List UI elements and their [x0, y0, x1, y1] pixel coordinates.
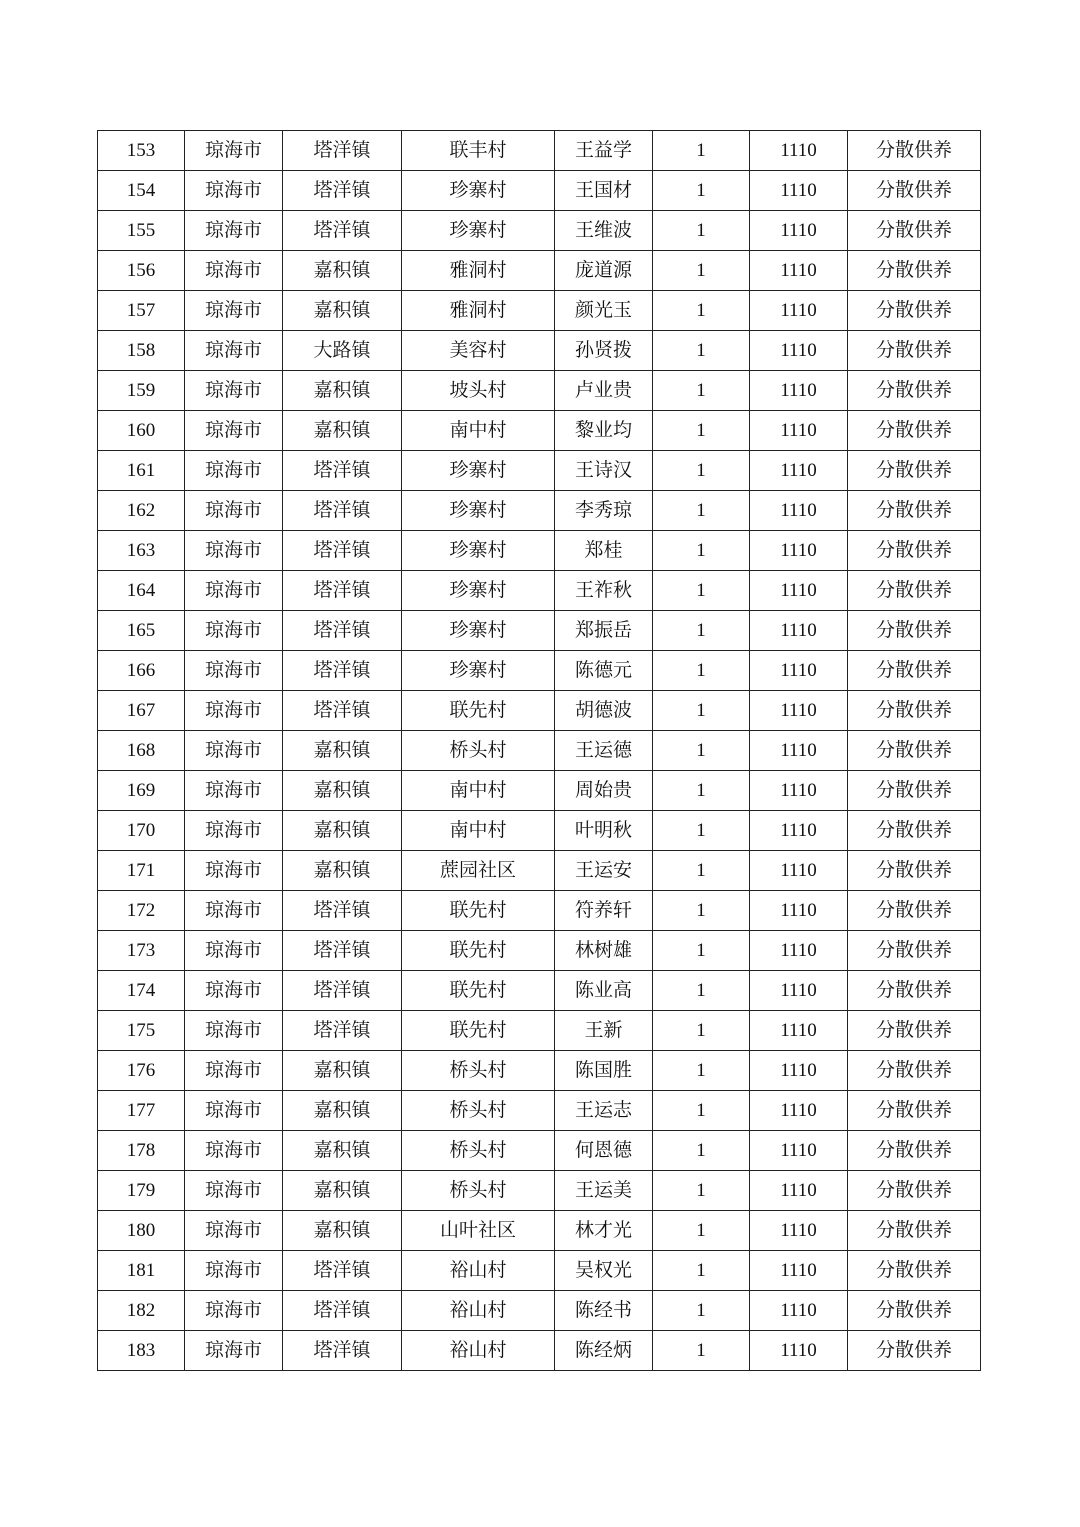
- support-type-cell: 分散供养: [848, 971, 981, 1011]
- row-number-cell: 175: [98, 1011, 185, 1051]
- support-type-cell: 分散供养: [848, 571, 981, 611]
- city-cell: 琼海市: [185, 891, 283, 931]
- table-row: [98, 1051, 981, 1091]
- amount-cell: 1110: [750, 1211, 848, 1251]
- table-row: [98, 931, 981, 971]
- table-row: [98, 171, 981, 211]
- count-cell: 1: [653, 1251, 750, 1291]
- city-cell: 琼海市: [185, 691, 283, 731]
- name-cell: 王益学: [555, 131, 653, 171]
- city-cell: 琼海市: [185, 211, 283, 251]
- count-cell: 1: [653, 1131, 750, 1171]
- amount-cell: 1110: [750, 931, 848, 971]
- amount-cell: 1110: [750, 251, 848, 291]
- count-cell: 1: [653, 291, 750, 331]
- table-row: [98, 291, 981, 331]
- count-cell: 1: [653, 731, 750, 771]
- count-cell: 1: [653, 771, 750, 811]
- name-cell: 陈德元: [555, 651, 653, 691]
- table-row: [98, 1331, 981, 1371]
- village-cell: 联先村: [402, 691, 555, 731]
- town-cell: 嘉积镇: [283, 291, 402, 331]
- city-cell: 琼海市: [185, 971, 283, 1011]
- table-row: [98, 651, 981, 691]
- city-cell: 琼海市: [185, 451, 283, 491]
- name-cell: 王运志: [555, 1091, 653, 1131]
- city-cell: 琼海市: [185, 851, 283, 891]
- amount-cell: 1110: [750, 331, 848, 371]
- name-cell: 符养轩: [555, 891, 653, 931]
- count-cell: 1: [653, 571, 750, 611]
- village-cell: 联丰村: [402, 131, 555, 171]
- name-cell: 郑桂: [555, 531, 653, 571]
- support-type-cell: 分散供养: [848, 1131, 981, 1171]
- amount-cell: 1110: [750, 691, 848, 731]
- name-cell: 王运德: [555, 731, 653, 771]
- name-cell: 陈业高: [555, 971, 653, 1011]
- city-cell: 琼海市: [185, 931, 283, 971]
- town-cell: 塔洋镇: [283, 971, 402, 1011]
- name-cell: 王维波: [555, 211, 653, 251]
- row-number-cell: 173: [98, 931, 185, 971]
- village-cell: 南中村: [402, 771, 555, 811]
- table-row: [98, 491, 981, 531]
- support-type-cell: 分散供养: [848, 731, 981, 771]
- amount-cell: 1110: [750, 131, 848, 171]
- city-cell: 琼海市: [185, 1171, 283, 1211]
- name-cell: 王诗汉: [555, 451, 653, 491]
- village-cell: 桥头村: [402, 1051, 555, 1091]
- amount-cell: 1110: [750, 731, 848, 771]
- count-cell: 1: [653, 1011, 750, 1051]
- amount-cell: 1110: [750, 371, 848, 411]
- city-cell: 琼海市: [185, 1251, 283, 1291]
- city-cell: 琼海市: [185, 291, 283, 331]
- city-cell: 琼海市: [185, 731, 283, 771]
- row-number-cell: 164: [98, 571, 185, 611]
- city-cell: 琼海市: [185, 251, 283, 291]
- name-cell: 黎业均: [555, 411, 653, 451]
- row-number-cell: 171: [98, 851, 185, 891]
- name-cell: 卢业贵: [555, 371, 653, 411]
- name-cell: 庞道源: [555, 251, 653, 291]
- row-number-cell: 176: [98, 1051, 185, 1091]
- town-cell: 塔洋镇: [283, 1251, 402, 1291]
- village-cell: 坡头村: [402, 371, 555, 411]
- table-row: [98, 771, 981, 811]
- town-cell: 嘉积镇: [283, 1171, 402, 1211]
- table-row: [98, 451, 981, 491]
- town-cell: 塔洋镇: [283, 891, 402, 931]
- city-cell: 琼海市: [185, 771, 283, 811]
- village-cell: 美容村: [402, 331, 555, 371]
- amount-cell: 1110: [750, 411, 848, 451]
- count-cell: 1: [653, 691, 750, 731]
- village-cell: 裕山村: [402, 1331, 555, 1371]
- town-cell: 塔洋镇: [283, 1331, 402, 1371]
- table-row: [98, 691, 981, 731]
- city-cell: 琼海市: [185, 131, 283, 171]
- village-cell: 珍寨村: [402, 531, 555, 571]
- support-type-cell: 分散供养: [848, 451, 981, 491]
- name-cell: 孙贤拨: [555, 331, 653, 371]
- count-cell: 1: [653, 651, 750, 691]
- amount-cell: 1110: [750, 491, 848, 531]
- count-cell: 1: [653, 1171, 750, 1211]
- table-row: [98, 851, 981, 891]
- city-cell: 琼海市: [185, 491, 283, 531]
- support-type-cell: 分散供养: [848, 611, 981, 651]
- name-cell: 颜光玉: [555, 291, 653, 331]
- village-cell: 蔗园社区: [402, 851, 555, 891]
- city-cell: 琼海市: [185, 811, 283, 851]
- row-number-cell: 172: [98, 891, 185, 931]
- row-number-cell: 158: [98, 331, 185, 371]
- name-cell: 李秀琼: [555, 491, 653, 531]
- row-number-cell: 159: [98, 371, 185, 411]
- row-number-cell: 155: [98, 211, 185, 251]
- town-cell: 嘉积镇: [283, 371, 402, 411]
- row-number-cell: 160: [98, 411, 185, 451]
- town-cell: 塔洋镇: [283, 531, 402, 571]
- village-cell: 珍寨村: [402, 211, 555, 251]
- amount-cell: 1110: [750, 651, 848, 691]
- name-cell: 王新: [555, 1011, 653, 1051]
- support-type-cell: 分散供养: [848, 691, 981, 731]
- city-cell: 琼海市: [185, 371, 283, 411]
- table-row: [98, 1171, 981, 1211]
- town-cell: 嘉积镇: [283, 251, 402, 291]
- table-row: [98, 251, 981, 291]
- count-cell: 1: [653, 1211, 750, 1251]
- name-cell: 王运美: [555, 1171, 653, 1211]
- count-cell: 1: [653, 1091, 750, 1131]
- name-cell: 周始贵: [555, 771, 653, 811]
- support-type-cell: 分散供养: [848, 251, 981, 291]
- amount-cell: 1110: [750, 1251, 848, 1291]
- town-cell: 塔洋镇: [283, 491, 402, 531]
- count-cell: 1: [653, 491, 750, 531]
- count-cell: 1: [653, 1291, 750, 1331]
- table-row: [98, 971, 981, 1011]
- name-cell: 陈国胜: [555, 1051, 653, 1091]
- village-cell: 雅洞村: [402, 291, 555, 331]
- name-cell: 王运安: [555, 851, 653, 891]
- count-cell: 1: [653, 211, 750, 251]
- count-cell: 1: [653, 171, 750, 211]
- city-cell: 琼海市: [185, 171, 283, 211]
- village-cell: 珍寨村: [402, 171, 555, 211]
- row-number-cell: 177: [98, 1091, 185, 1131]
- city-cell: 琼海市: [185, 331, 283, 371]
- count-cell: 1: [653, 1331, 750, 1371]
- amount-cell: 1110: [750, 211, 848, 251]
- village-cell: 桥头村: [402, 1091, 555, 1131]
- amount-cell: 1110: [750, 611, 848, 651]
- row-number-cell: 180: [98, 1211, 185, 1251]
- table-row: [98, 571, 981, 611]
- amount-cell: 1110: [750, 1331, 848, 1371]
- name-cell: 吴权光: [555, 1251, 653, 1291]
- amount-cell: 1110: [750, 851, 848, 891]
- village-cell: 联先村: [402, 931, 555, 971]
- city-cell: 琼海市: [185, 1291, 283, 1331]
- name-cell: 郑振岳: [555, 611, 653, 651]
- count-cell: 1: [653, 131, 750, 171]
- row-number-cell: 166: [98, 651, 185, 691]
- support-type-cell: 分散供养: [848, 1171, 981, 1211]
- count-cell: 1: [653, 411, 750, 451]
- name-cell: 陈经炳: [555, 1331, 653, 1371]
- town-cell: 塔洋镇: [283, 451, 402, 491]
- records-table: [97, 130, 981, 1371]
- support-type-cell: 分散供养: [848, 411, 981, 451]
- amount-cell: 1110: [750, 571, 848, 611]
- name-cell: 陈经书: [555, 1291, 653, 1331]
- village-cell: 珍寨村: [402, 491, 555, 531]
- town-cell: 塔洋镇: [283, 691, 402, 731]
- support-type-cell: 分散供养: [848, 851, 981, 891]
- amount-cell: 1110: [750, 171, 848, 211]
- row-number-cell: 181: [98, 1251, 185, 1291]
- town-cell: 嘉积镇: [283, 1211, 402, 1251]
- table-row: [98, 371, 981, 411]
- village-cell: 联先村: [402, 891, 555, 931]
- table-row: [98, 331, 981, 371]
- support-type-cell: 分散供养: [848, 371, 981, 411]
- town-cell: 嘉积镇: [283, 811, 402, 851]
- amount-cell: 1110: [750, 1291, 848, 1331]
- name-cell: 林才光: [555, 1211, 653, 1251]
- support-type-cell: 分散供养: [848, 1291, 981, 1331]
- amount-cell: 1110: [750, 1051, 848, 1091]
- town-cell: 嘉积镇: [283, 1131, 402, 1171]
- count-cell: 1: [653, 531, 750, 571]
- town-cell: 塔洋镇: [283, 931, 402, 971]
- city-cell: 琼海市: [185, 611, 283, 651]
- support-type-cell: 分散供养: [848, 531, 981, 571]
- village-cell: 联先村: [402, 1011, 555, 1051]
- town-cell: 嘉积镇: [283, 411, 402, 451]
- amount-cell: 1110: [750, 811, 848, 851]
- table-row: [98, 1091, 981, 1131]
- row-number-cell: 161: [98, 451, 185, 491]
- town-cell: 塔洋镇: [283, 211, 402, 251]
- row-number-cell: 167: [98, 691, 185, 731]
- amount-cell: 1110: [750, 291, 848, 331]
- village-cell: 联先村: [402, 971, 555, 1011]
- count-cell: 1: [653, 331, 750, 371]
- village-cell: 雅洞村: [402, 251, 555, 291]
- count-cell: 1: [653, 971, 750, 1011]
- support-type-cell: 分散供养: [848, 1091, 981, 1131]
- support-type-cell: 分散供养: [848, 171, 981, 211]
- count-cell: 1: [653, 371, 750, 411]
- village-cell: 桥头村: [402, 731, 555, 771]
- table-row: [98, 1011, 981, 1051]
- count-cell: 1: [653, 811, 750, 851]
- row-number-cell: 154: [98, 171, 185, 211]
- village-cell: 珍寨村: [402, 571, 555, 611]
- count-cell: 1: [653, 451, 750, 491]
- village-cell: 山叶社区: [402, 1211, 555, 1251]
- table-row: [98, 211, 981, 251]
- support-type-cell: 分散供养: [848, 211, 981, 251]
- city-cell: 琼海市: [185, 411, 283, 451]
- city-cell: 琼海市: [185, 1051, 283, 1091]
- support-type-cell: 分散供养: [848, 331, 981, 371]
- count-cell: 1: [653, 1051, 750, 1091]
- amount-cell: 1110: [750, 1091, 848, 1131]
- city-cell: 琼海市: [185, 1011, 283, 1051]
- support-type-cell: 分散供养: [848, 1211, 981, 1251]
- town-cell: 嘉积镇: [283, 1091, 402, 1131]
- support-type-cell: 分散供养: [848, 491, 981, 531]
- town-cell: 塔洋镇: [283, 171, 402, 211]
- row-number-cell: 178: [98, 1131, 185, 1171]
- town-cell: 塔洋镇: [283, 1011, 402, 1051]
- city-cell: 琼海市: [185, 1091, 283, 1131]
- row-number-cell: 174: [98, 971, 185, 1011]
- support-type-cell: 分散供养: [848, 291, 981, 331]
- amount-cell: 1110: [750, 451, 848, 491]
- name-cell: 王祚秋: [555, 571, 653, 611]
- name-cell: 何恩德: [555, 1131, 653, 1171]
- row-number-cell: 168: [98, 731, 185, 771]
- amount-cell: 1110: [750, 891, 848, 931]
- table-row: [98, 811, 981, 851]
- town-cell: 塔洋镇: [283, 651, 402, 691]
- amount-cell: 1110: [750, 971, 848, 1011]
- support-type-cell: 分散供养: [848, 651, 981, 691]
- city-cell: 琼海市: [185, 651, 283, 691]
- row-number-cell: 157: [98, 291, 185, 331]
- table-row: [98, 891, 981, 931]
- row-number-cell: 179: [98, 1171, 185, 1211]
- village-cell: 珍寨村: [402, 651, 555, 691]
- row-number-cell: 162: [98, 491, 185, 531]
- table-row: [98, 531, 981, 571]
- support-type-cell: 分散供养: [848, 1011, 981, 1051]
- table-row: [98, 411, 981, 451]
- name-cell: 叶明秋: [555, 811, 653, 851]
- amount-cell: 1110: [750, 1171, 848, 1211]
- support-type-cell: 分散供养: [848, 931, 981, 971]
- amount-cell: 1110: [750, 531, 848, 571]
- village-cell: 裕山村: [402, 1291, 555, 1331]
- town-cell: 塔洋镇: [283, 571, 402, 611]
- row-number-cell: 165: [98, 611, 185, 651]
- count-cell: 1: [653, 891, 750, 931]
- town-cell: 嘉积镇: [283, 1051, 402, 1091]
- name-cell: 王国材: [555, 171, 653, 211]
- city-cell: 琼海市: [185, 1211, 283, 1251]
- count-cell: 1: [653, 611, 750, 651]
- town-cell: 塔洋镇: [283, 611, 402, 651]
- support-type-cell: 分散供养: [848, 891, 981, 931]
- town-cell: 嘉积镇: [283, 851, 402, 891]
- table-row: [98, 1211, 981, 1251]
- row-number-cell: 182: [98, 1291, 185, 1331]
- row-number-cell: 170: [98, 811, 185, 851]
- amount-cell: 1110: [750, 771, 848, 811]
- city-cell: 琼海市: [185, 571, 283, 611]
- row-number-cell: 156: [98, 251, 185, 291]
- village-cell: 桥头村: [402, 1131, 555, 1171]
- table-body: [98, 131, 981, 1371]
- table-row: [98, 1291, 981, 1331]
- support-type-cell: 分散供养: [848, 131, 981, 171]
- count-cell: 1: [653, 251, 750, 291]
- city-cell: 琼海市: [185, 1331, 283, 1371]
- table-row: [98, 611, 981, 651]
- village-cell: 南中村: [402, 811, 555, 851]
- table-row: [98, 131, 981, 171]
- row-number-cell: 153: [98, 131, 185, 171]
- table-row: [98, 731, 981, 771]
- village-cell: 珍寨村: [402, 611, 555, 651]
- village-cell: 南中村: [402, 411, 555, 451]
- table-row: [98, 1251, 981, 1291]
- support-type-cell: 分散供养: [848, 811, 981, 851]
- city-cell: 琼海市: [185, 531, 283, 571]
- city-cell: 琼海市: [185, 1131, 283, 1171]
- table-row: [98, 1131, 981, 1171]
- count-cell: 1: [653, 851, 750, 891]
- row-number-cell: 183: [98, 1331, 185, 1371]
- town-cell: 塔洋镇: [283, 1291, 402, 1331]
- support-type-cell: 分散供养: [848, 1051, 981, 1091]
- amount-cell: 1110: [750, 1131, 848, 1171]
- support-type-cell: 分散供养: [848, 1251, 981, 1291]
- support-type-cell: 分散供养: [848, 1331, 981, 1371]
- row-number-cell: 169: [98, 771, 185, 811]
- name-cell: 林树雄: [555, 931, 653, 971]
- town-cell: 塔洋镇: [283, 131, 402, 171]
- support-type-cell: 分散供养: [848, 771, 981, 811]
- village-cell: 珍寨村: [402, 451, 555, 491]
- amount-cell: 1110: [750, 1011, 848, 1051]
- count-cell: 1: [653, 931, 750, 971]
- name-cell: 胡德波: [555, 691, 653, 731]
- row-number-cell: 163: [98, 531, 185, 571]
- village-cell: 桥头村: [402, 1171, 555, 1211]
- village-cell: 裕山村: [402, 1251, 555, 1291]
- town-cell: 嘉积镇: [283, 771, 402, 811]
- town-cell: 大路镇: [283, 331, 402, 371]
- town-cell: 嘉积镇: [283, 731, 402, 771]
